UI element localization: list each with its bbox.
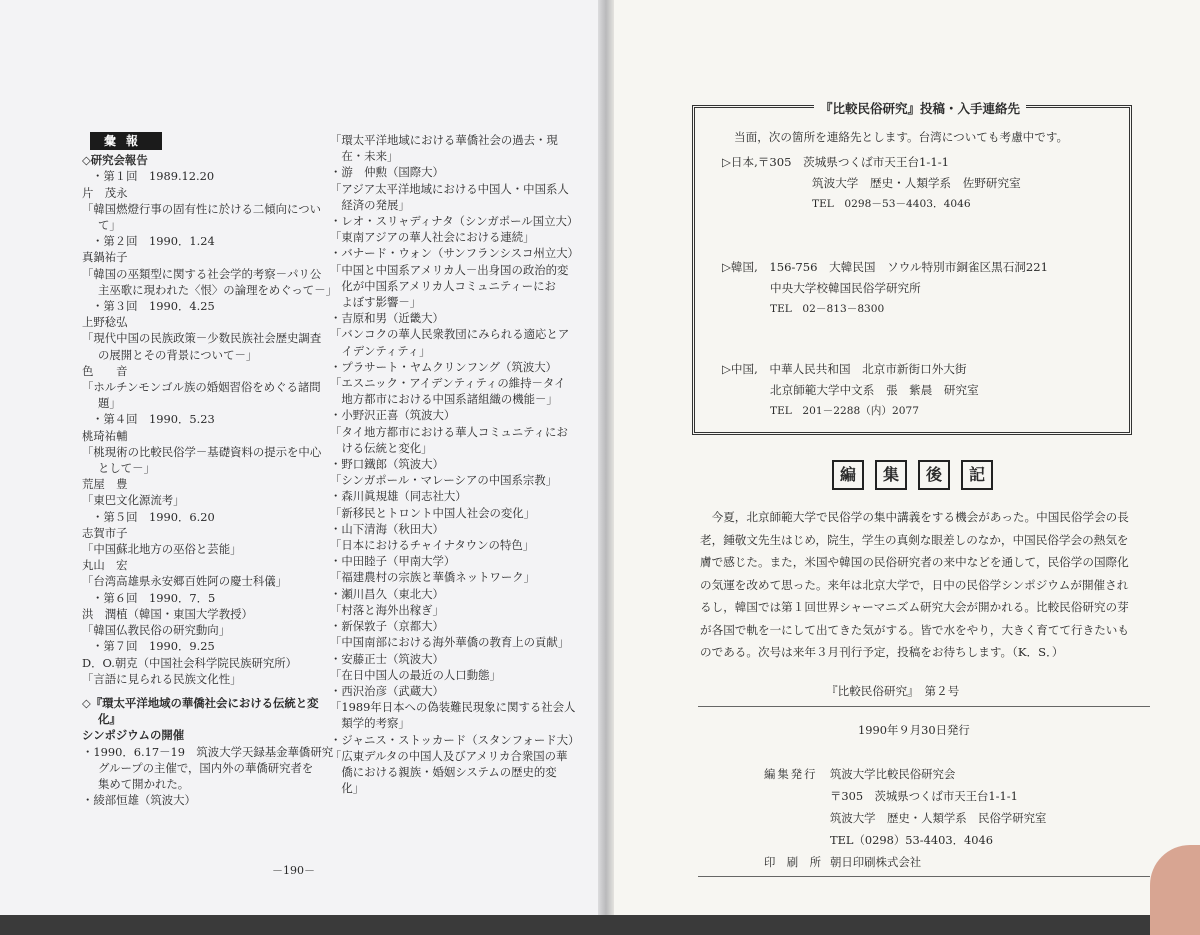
title-char: 記	[961, 460, 993, 490]
report-line: 主巫歌に現われた〈恨〉の論理をめぐって－」	[98, 282, 337, 297]
symposium-line: ・西沢治彦（武蔵大）	[330, 683, 444, 698]
symposium-line: ける伝統と変化」	[330, 440, 433, 455]
body-line: 老，鍾敬文先生はじめ，院生，学生の真剣な眼差しのなか，中国民俗学会の熱気を	[700, 532, 1129, 547]
book-gutter	[598, 0, 614, 915]
report-line	[82, 687, 312, 695]
printer-name: 朝日印刷株式会社	[830, 855, 922, 869]
symposium-line: 「広東デルタの中国人及びアメリカ合衆国の華	[330, 748, 568, 763]
contact-korea	[722, 257, 1048, 320]
report-line: 「韓国の巫類型に関する社会学的考察－パリ公	[82, 266, 322, 281]
report-line: 集めて開かれた。	[98, 776, 190, 791]
symposium-line: ・吉原和男（近畿大）	[330, 311, 444, 326]
symposium-line: 「日本におけるチャイナタウンの特色」	[330, 538, 535, 553]
report-line: ◇研究会報告	[82, 153, 148, 168]
report-line: として－」	[98, 461, 155, 476]
symposium-line: ・ジャニス・ストッカード（スタンフォード大）	[330, 732, 580, 747]
publisher-address: 〒305 茨城県つくば市天王台1-1-1	[830, 789, 1018, 803]
symposium-line: 「在日中国人の最近の人口動態」	[330, 667, 501, 682]
symposium-line: ・山下清海（秋田大）	[330, 521, 444, 536]
symposium-line: 地方都市における中国系諸組織の機能－」	[330, 392, 558, 407]
china-dept: 北京師範大学中文系 張 紫晨 研究室	[770, 383, 979, 397]
publication-date: 1990年９月30日発行	[858, 723, 970, 737]
report-line: シンポジウムの開催	[82, 728, 185, 743]
report-line: ◇『環太平洋地域の華僑社会における伝統と変	[82, 695, 319, 710]
body-line: が各国で軌を一にして出てきた気がする。皆で水をやり，大きく育てて行きたいも	[700, 622, 1129, 637]
printer-label: 印 刷 所	[764, 855, 821, 869]
symposium-line: ・野口鐵郎（筑波大）	[330, 457, 444, 472]
symposium-line: 「中国と中国系アメリカ人－出身国の政治的変	[330, 262, 569, 277]
report-line: 荒屋 豊	[82, 477, 128, 492]
symposium-line: ・小野沢正喜（筑波大）	[330, 408, 456, 423]
symposium-line: 類学的考察」	[330, 716, 410, 731]
title-char: 後	[918, 460, 950, 490]
report-line: 「中国蘇北地方の巫俗と芸能」	[82, 542, 242, 557]
report-column-2	[330, 132, 580, 796]
symposium-line: ・レオ・スリャディナタ（シンガポール国立大）	[330, 214, 579, 229]
title-char: 編	[832, 460, 864, 490]
publisher-name: 筑波大学比較民俗研究会	[830, 767, 956, 781]
report-line: ・綾部恒雄（筑波大）	[82, 793, 196, 808]
report-line: 「桃現術の比較民俗学－基礎資料の提示を中心	[82, 444, 322, 459]
symposium-line: 「タイ地方都市における華人コミュニティにお	[330, 424, 568, 439]
report-line: 「東巴文化源流考」	[82, 493, 185, 508]
symposium-line: 化が中国系アメリカ人コミュニティーにお	[330, 278, 556, 293]
body-line: の気運を改めて思った。来年は北京大学で，日中の民俗学シンポジウムが開催され	[700, 577, 1129, 592]
body-line: 膚で感じた。また，米国や韓国の民俗研究者の来中などを通して，民俗学の国際化	[700, 555, 1129, 569]
editor-postscript-title	[832, 460, 993, 490]
report-line: ・1990．6.17－19 筑波大学天録基金華僑研究	[82, 744, 334, 759]
japan-dept: 筑波大学 歴史・人類学系 佐野研究室	[812, 176, 1021, 190]
report-line: グループの主催で，国内外の華僑研究者を	[98, 760, 314, 775]
symposium-line: ・安藤正士（筑波大）	[330, 651, 444, 666]
publisher-label: 編集発行	[764, 767, 818, 781]
report-line: 「現代中国の民族政策－少数民族社会歴史調査	[82, 331, 322, 346]
symposium-line: 「シンガポール・マレーシアの中国系宗教」	[330, 473, 558, 488]
symposium-line: 在・未来」	[330, 149, 399, 164]
report-line: 題」	[98, 396, 121, 411]
symposium-line: 「環太平洋地域における華僑社会の過去・現	[330, 133, 558, 147]
report-line: 桃琦祐輔	[82, 428, 128, 443]
symposium-line: ・プラサート・ヤムクリンフング（筑波大）	[330, 359, 558, 374]
symposium-line: 「バンコクの華人民衆教団にみられる適応とア	[330, 327, 570, 342]
report-line: 上野稔弘	[82, 315, 128, 330]
symposium-line: 「中国南部における海外華僑の教育上の貢献」	[330, 635, 570, 650]
body-line: るし，韓国では第１回世界シャーマニズム研究大会が開かれる。比較民俗研究の芽	[700, 600, 1129, 614]
symposium-line: 僑における親族・婚姻システムの歴史的変	[330, 764, 557, 779]
bottom-divider	[698, 876, 1150, 877]
report-column-1	[82, 132, 337, 808]
symposium-line: 「1989年日本への偽装難民現象に関する社会人	[330, 700, 576, 715]
report-line: 志賀市子	[82, 525, 128, 540]
symposium-line: 「福建農村の宗族と華僑ネットワーク」	[330, 570, 536, 585]
report-line: 洪 潤植（韓国・東国大学教授）	[82, 606, 253, 621]
symposium-line: 「村落と海外出稼ぎ」	[330, 602, 444, 617]
report-line: 丸山 宏	[82, 558, 128, 573]
symposium-line: ・中田睦子（甲南大学）	[330, 554, 456, 569]
contact-japan	[722, 152, 1021, 215]
china-tel: TEL 201－2288（内）2077	[770, 405, 919, 417]
publisher-dept: 筑波大学 歴史・人類学系 民俗学研究室	[830, 811, 1047, 825]
title-char: 集	[875, 460, 907, 490]
symposium-line: イデンティティ」	[330, 343, 431, 358]
page-number: －190－	[272, 864, 315, 877]
report-line: ・第７回 1990．9.25	[92, 639, 215, 654]
japan-address: ▷日本,〒305 茨城県つくば市天王台1-1-1	[722, 155, 950, 169]
symposium-line: ・瀬川昌久（東北大）	[330, 586, 444, 601]
symposium-line: 化」	[330, 781, 365, 796]
journal-issue: 『比較民俗研究』 第２号	[826, 684, 960, 698]
symposium-line: ・森川眞規雄（同志社大）	[330, 489, 467, 504]
section-heading: 彙報	[90, 132, 162, 150]
symposium-line: 経済の発展」	[330, 197, 410, 212]
report-line: ・第２回 1990．1.24	[92, 234, 215, 249]
report-line: 色 音	[82, 363, 128, 378]
report-line: 「言語に見られる民族文化性」	[82, 671, 242, 686]
korea-tel: TEL 02－813－8300	[770, 303, 885, 315]
china-address: ▷中国, 中華人民共和国 北京市新街口外大街	[722, 362, 967, 376]
report-line: て」	[98, 218, 121, 233]
publisher-tel: TEL（0298）53-4403．4046	[830, 833, 993, 847]
report-line: 片 茂永	[82, 185, 128, 200]
symposium-line: 「東南アジアの華人社会における連続」	[330, 230, 535, 245]
report-line: 「韓国燃燈行事の固有性に於ける二傾向につい	[82, 201, 321, 216]
symposium-line: 「アジア太平洋地域における中国人・中国系人	[330, 181, 569, 196]
report-line: 真鍋祐子	[82, 250, 128, 265]
report-line: ・第６回 1990．7．5	[92, 590, 216, 605]
symposium-line: ・バナード・ウォン（サンフランシスコ州立大）	[330, 246, 579, 261]
report-line: ・第１回 1989.12.20	[92, 169, 215, 184]
body-line: 今夏，北京師範大学で民俗学の集中講義をする機会があった。中国民俗学会の長	[700, 510, 1129, 524]
japan-tel: TEL 0298－53－4403．4046	[812, 198, 971, 210]
symposium-line: ・新保敦子（京都大）	[330, 619, 444, 634]
symposium-line: 「エスニック・アイデンティティの維持－タイ	[330, 376, 566, 391]
body-line: のである。次号は来年３月刊行予定，投稿をお待ちします。（K．S．）	[700, 645, 1064, 659]
report-line: の展開とその背景について－」	[98, 347, 258, 362]
divider	[698, 706, 1150, 707]
contact-title: 『比較民俗研究』投稿・入手連絡先	[814, 99, 1026, 117]
symposium-line: 「新移民とトロント中国人社会の変化」	[330, 505, 536, 520]
contact-intro: 当面，次の箇所を連絡先とします。台湾についても考慮中です。	[734, 130, 1069, 144]
report-line: D．O.朝克（中国社会科学院民族研究所）	[82, 655, 298, 670]
symposium-line: よぼす影響－」	[330, 295, 422, 310]
korea-address: ▷韓国, 156-756 大韓民国 ソウル特別市銅雀区黒石洞221	[722, 260, 1049, 274]
report-line: 「ホルチンモンゴル族の婚姻習俗をめぐる諸問	[82, 380, 321, 395]
report-line: ・第４回 1990．5.23	[92, 412, 215, 427]
contact-china	[722, 359, 979, 422]
report-line: ・第３回 1990．4.25	[92, 299, 215, 314]
report-line: ・第５回 1990．6.20	[92, 509, 215, 524]
report-line: 「台湾高雄県永安郷百姓阿の慶士科儀」	[82, 574, 288, 589]
report-line: 「韓国仏教民俗の研究動向」	[82, 623, 231, 638]
editor-postscript-body	[700, 506, 1156, 664]
symposium-line: ・游 仲勲（国際大）	[330, 165, 444, 180]
korea-dept: 中央大学校韓国民俗学研究所	[770, 281, 921, 295]
report-line: 化』	[98, 712, 121, 727]
